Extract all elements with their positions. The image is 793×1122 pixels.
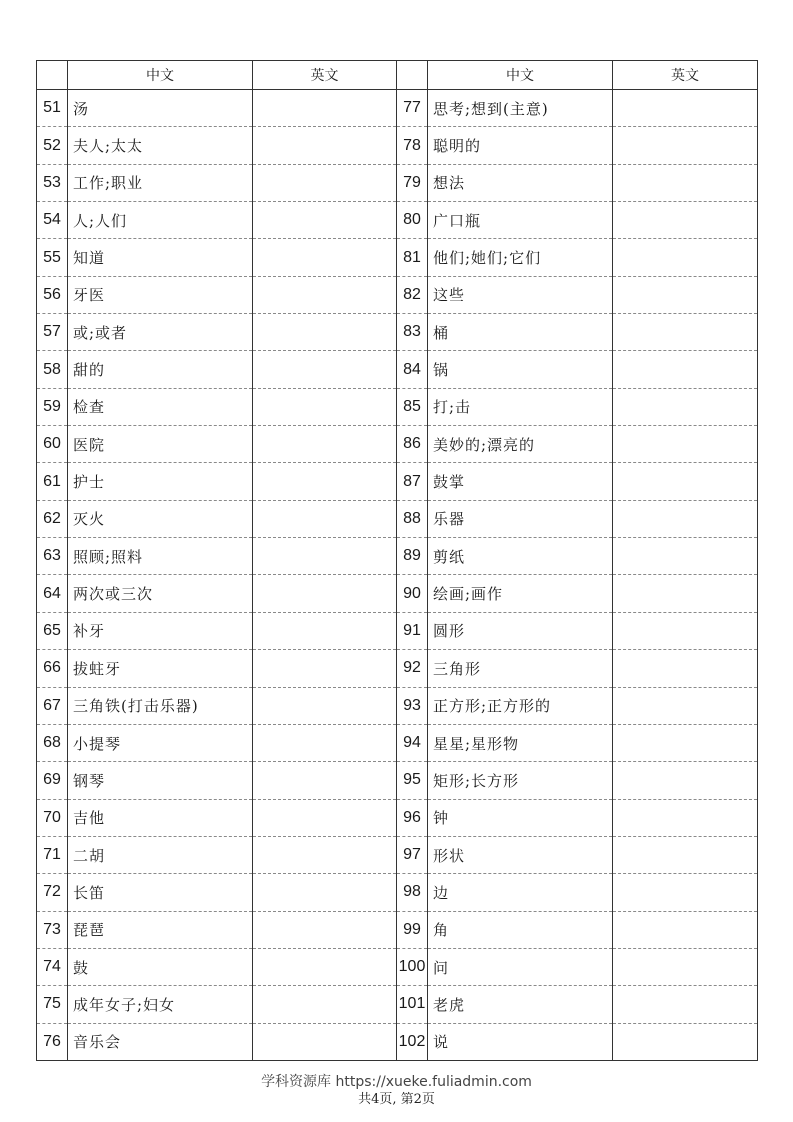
chinese-term-right: 老虎 xyxy=(428,986,613,1023)
row-number-right: 83 xyxy=(397,314,428,351)
header-english-left: 英文 xyxy=(253,61,397,90)
english-answer-left[interactable] xyxy=(253,164,397,201)
chinese-term-left: 照顾;照料 xyxy=(68,538,253,575)
english-answer-left[interactable] xyxy=(253,351,397,388)
row-number-left: 51 xyxy=(37,90,68,127)
row-number-left: 71 xyxy=(37,836,68,873)
row-number-left: 57 xyxy=(37,314,68,351)
table-row xyxy=(37,314,758,351)
header-chinese-left: 中文 xyxy=(68,61,253,90)
row-number-left: 72 xyxy=(37,874,68,911)
chinese-term-left: 人;人们 xyxy=(68,202,253,239)
chinese-term-left: 两次或三次 xyxy=(68,575,253,612)
chinese-term-left: 或;或者 xyxy=(68,314,253,351)
row-number-left: 67 xyxy=(37,687,68,724)
english-answer-right[interactable] xyxy=(613,650,758,687)
english-answer-right[interactable] xyxy=(613,463,758,500)
english-answer-right[interactable] xyxy=(613,202,758,239)
row-number-right: 100 xyxy=(397,948,428,985)
row-number-left: 56 xyxy=(37,276,68,313)
english-answer-left[interactable] xyxy=(253,874,397,911)
chinese-term-right: 思考;想到(主意) xyxy=(428,90,613,127)
english-answer-right[interactable] xyxy=(613,351,758,388)
table-row xyxy=(37,799,758,836)
row-number-right: 96 xyxy=(397,799,428,836)
row-number-right: 101 xyxy=(397,986,428,1023)
chinese-term-right: 形状 xyxy=(428,836,613,873)
english-answer-right[interactable] xyxy=(613,874,758,911)
english-answer-right[interactable] xyxy=(613,986,758,1023)
english-answer-left[interactable] xyxy=(253,388,397,425)
chinese-term-right: 他们;她们;它们 xyxy=(428,239,613,276)
row-number-right: 99 xyxy=(397,911,428,948)
row-number-right: 91 xyxy=(397,612,428,649)
chinese-term-right: 矩形;长方形 xyxy=(428,762,613,799)
row-number-left: 64 xyxy=(37,575,68,612)
row-number-left: 53 xyxy=(37,164,68,201)
chinese-term-right: 钟 xyxy=(428,799,613,836)
table-row xyxy=(37,986,758,1023)
chinese-term-left: 钢琴 xyxy=(68,762,253,799)
row-number-left: 62 xyxy=(37,500,68,537)
row-number-right: 82 xyxy=(397,276,428,313)
row-number-left: 59 xyxy=(37,388,68,425)
row-number-right: 84 xyxy=(397,351,428,388)
table-row xyxy=(37,724,758,761)
chinese-term-right: 锅 xyxy=(428,351,613,388)
english-answer-right[interactable] xyxy=(613,314,758,351)
row-number-left: 58 xyxy=(37,351,68,388)
chinese-term-left: 吉他 xyxy=(68,799,253,836)
english-answer-right[interactable] xyxy=(613,612,758,649)
chinese-term-right: 圆形 xyxy=(428,612,613,649)
row-number-right: 78 xyxy=(397,127,428,164)
english-answer-left[interactable] xyxy=(253,90,397,127)
english-answer-left[interactable] xyxy=(253,426,397,463)
english-answer-left[interactable] xyxy=(253,127,397,164)
row-number-right: 77 xyxy=(397,90,428,127)
english-answer-left[interactable] xyxy=(253,612,397,649)
table-row xyxy=(37,650,758,687)
table-row xyxy=(37,463,758,500)
vocabulary-table xyxy=(36,60,758,1061)
row-number-right: 98 xyxy=(397,874,428,911)
english-answer-right[interactable] xyxy=(613,127,758,164)
english-answer-right[interactable] xyxy=(613,90,758,127)
row-number-left: 54 xyxy=(37,202,68,239)
chinese-term-left: 拔蛀牙 xyxy=(68,650,253,687)
english-answer-right[interactable] xyxy=(613,276,758,313)
chinese-term-left: 护士 xyxy=(68,463,253,500)
chinese-term-left: 牙医 xyxy=(68,276,253,313)
chinese-term-left: 夫人;太太 xyxy=(68,127,253,164)
row-number-left: 61 xyxy=(37,463,68,500)
row-number-right: 102 xyxy=(397,1023,428,1060)
chinese-term-left: 小提琴 xyxy=(68,724,253,761)
chinese-term-left: 医院 xyxy=(68,426,253,463)
chinese-term-left: 工作;职业 xyxy=(68,164,253,201)
row-number-right: 87 xyxy=(397,463,428,500)
table-row xyxy=(37,127,758,164)
english-answer-left[interactable] xyxy=(253,239,397,276)
row-number-right: 94 xyxy=(397,724,428,761)
row-number-left: 63 xyxy=(37,538,68,575)
english-answer-left[interactable] xyxy=(253,687,397,724)
english-answer-right[interactable] xyxy=(613,799,758,836)
chinese-term-right: 绘画;画作 xyxy=(428,575,613,612)
row-number-right: 93 xyxy=(397,687,428,724)
english-answer-left[interactable] xyxy=(253,650,397,687)
row-number-left: 76 xyxy=(37,1023,68,1060)
english-answer-right[interactable] xyxy=(613,388,758,425)
chinese-term-right: 三角形 xyxy=(428,650,613,687)
english-answer-left[interactable] xyxy=(253,500,397,537)
english-answer-left[interactable] xyxy=(253,276,397,313)
chinese-term-left: 三角铁(打击乐器) xyxy=(68,687,253,724)
chinese-term-right: 乐器 xyxy=(428,500,613,537)
english-answer-left[interactable] xyxy=(253,1023,397,1060)
chinese-term-right: 正方形;正方形的 xyxy=(428,687,613,724)
table-row xyxy=(37,202,758,239)
row-number-right: 80 xyxy=(397,202,428,239)
row-number-left: 73 xyxy=(37,911,68,948)
row-number-left: 74 xyxy=(37,948,68,985)
english-answer-right[interactable] xyxy=(613,500,758,537)
english-answer-right[interactable] xyxy=(613,911,758,948)
table-row xyxy=(37,500,758,537)
header-row xyxy=(37,61,758,90)
chinese-term-right: 美妙的;漂亮的 xyxy=(428,426,613,463)
chinese-term-right: 鼓掌 xyxy=(428,463,613,500)
chinese-term-left: 鼓 xyxy=(68,948,253,985)
header-english-right: 英文 xyxy=(613,61,758,90)
english-answer-right[interactable] xyxy=(613,836,758,873)
english-answer-right[interactable] xyxy=(613,239,758,276)
row-number-left: 69 xyxy=(37,762,68,799)
chinese-term-right: 聪明的 xyxy=(428,127,613,164)
chinese-term-left: 补牙 xyxy=(68,612,253,649)
chinese-term-left: 琵琶 xyxy=(68,911,253,948)
row-number-left: 68 xyxy=(37,724,68,761)
row-number-right: 88 xyxy=(397,500,428,537)
chinese-term-right: 打;击 xyxy=(428,388,613,425)
chinese-term-right: 边 xyxy=(428,874,613,911)
table-row xyxy=(37,388,758,425)
table-row xyxy=(37,164,758,201)
english-answer-left[interactable] xyxy=(253,948,397,985)
chinese-term-left: 知道 xyxy=(68,239,253,276)
english-answer-left[interactable] xyxy=(253,911,397,948)
chinese-term-right: 角 xyxy=(428,911,613,948)
row-number-left: 70 xyxy=(37,799,68,836)
chinese-term-left: 灭火 xyxy=(68,500,253,537)
table-row xyxy=(37,239,758,276)
row-number-right: 85 xyxy=(397,388,428,425)
chinese-term-right: 说 xyxy=(428,1023,613,1060)
chinese-term-left: 成年女子;妇女 xyxy=(68,986,253,1023)
english-answer-right[interactable] xyxy=(613,762,758,799)
english-answer-left[interactable] xyxy=(253,724,397,761)
header-number-right xyxy=(397,61,428,90)
chinese-term-left: 汤 xyxy=(68,90,253,127)
chinese-term-left: 二胡 xyxy=(68,836,253,873)
english-answer-left[interactable] xyxy=(253,538,397,575)
table-row xyxy=(37,762,758,799)
chinese-term-right: 剪纸 xyxy=(428,538,613,575)
english-answer-left[interactable] xyxy=(253,836,397,873)
table-row xyxy=(37,874,758,911)
row-number-right: 79 xyxy=(397,164,428,201)
chinese-term-left: 甜的 xyxy=(68,351,253,388)
footer-site-text: 学科资源库 https://xueke.fuliadmin.com xyxy=(261,1074,532,1090)
english-answer-left[interactable] xyxy=(253,986,397,1023)
chinese-term-right: 星星;星形物 xyxy=(428,724,613,761)
header-number-left xyxy=(37,61,68,90)
english-answer-left[interactable] xyxy=(253,463,397,500)
english-answer-right[interactable] xyxy=(613,724,758,761)
row-number-left: 60 xyxy=(37,426,68,463)
row-number-right: 97 xyxy=(397,836,428,873)
row-number-left: 75 xyxy=(37,986,68,1023)
chinese-term-right: 这些 xyxy=(428,276,613,313)
table-row xyxy=(37,575,758,612)
table-row xyxy=(37,687,758,724)
table-row xyxy=(37,351,758,388)
row-number-left: 52 xyxy=(37,127,68,164)
chinese-term-right: 想法 xyxy=(428,164,613,201)
chinese-term-left: 检查 xyxy=(68,388,253,425)
table-row xyxy=(37,90,758,127)
english-answer-right[interactable] xyxy=(613,1023,758,1060)
english-answer-right[interactable] xyxy=(613,687,758,724)
row-number-right: 92 xyxy=(397,650,428,687)
row-number-right: 86 xyxy=(397,426,428,463)
row-number-left: 66 xyxy=(37,650,68,687)
chinese-term-right: 广口瓶 xyxy=(428,202,613,239)
english-answer-right[interactable] xyxy=(613,948,758,985)
table-row xyxy=(37,911,758,948)
table-row xyxy=(37,538,758,575)
row-number-left: 55 xyxy=(37,239,68,276)
english-answer-left[interactable] xyxy=(253,314,397,351)
chinese-term-right: 桶 xyxy=(428,314,613,351)
english-answer-right[interactable] xyxy=(613,538,758,575)
chinese-term-left: 音乐会 xyxy=(68,1023,253,1060)
row-number-right: 89 xyxy=(397,538,428,575)
english-answer-left[interactable] xyxy=(253,799,397,836)
english-answer-right[interactable] xyxy=(613,164,758,201)
table-row xyxy=(37,1023,758,1060)
row-number-left: 65 xyxy=(37,612,68,649)
footer-page-number: 共4页, 第2页 xyxy=(358,1092,435,1107)
table-row xyxy=(37,276,758,313)
row-number-right: 95 xyxy=(397,762,428,799)
header-chinese-right: 中文 xyxy=(428,61,613,90)
english-answer-right[interactable] xyxy=(613,575,758,612)
english-answer-left[interactable] xyxy=(253,575,397,612)
row-number-right: 90 xyxy=(397,575,428,612)
row-number-right: 81 xyxy=(397,239,428,276)
english-answer-left[interactable] xyxy=(253,762,397,799)
english-answer-right[interactable] xyxy=(613,426,758,463)
table-row xyxy=(37,426,758,463)
chinese-term-right: 问 xyxy=(428,948,613,985)
english-answer-left[interactable] xyxy=(253,202,397,239)
chinese-term-left: 长笛 xyxy=(68,874,253,911)
table-row xyxy=(37,836,758,873)
table-row xyxy=(37,612,758,649)
table-row xyxy=(37,948,758,985)
